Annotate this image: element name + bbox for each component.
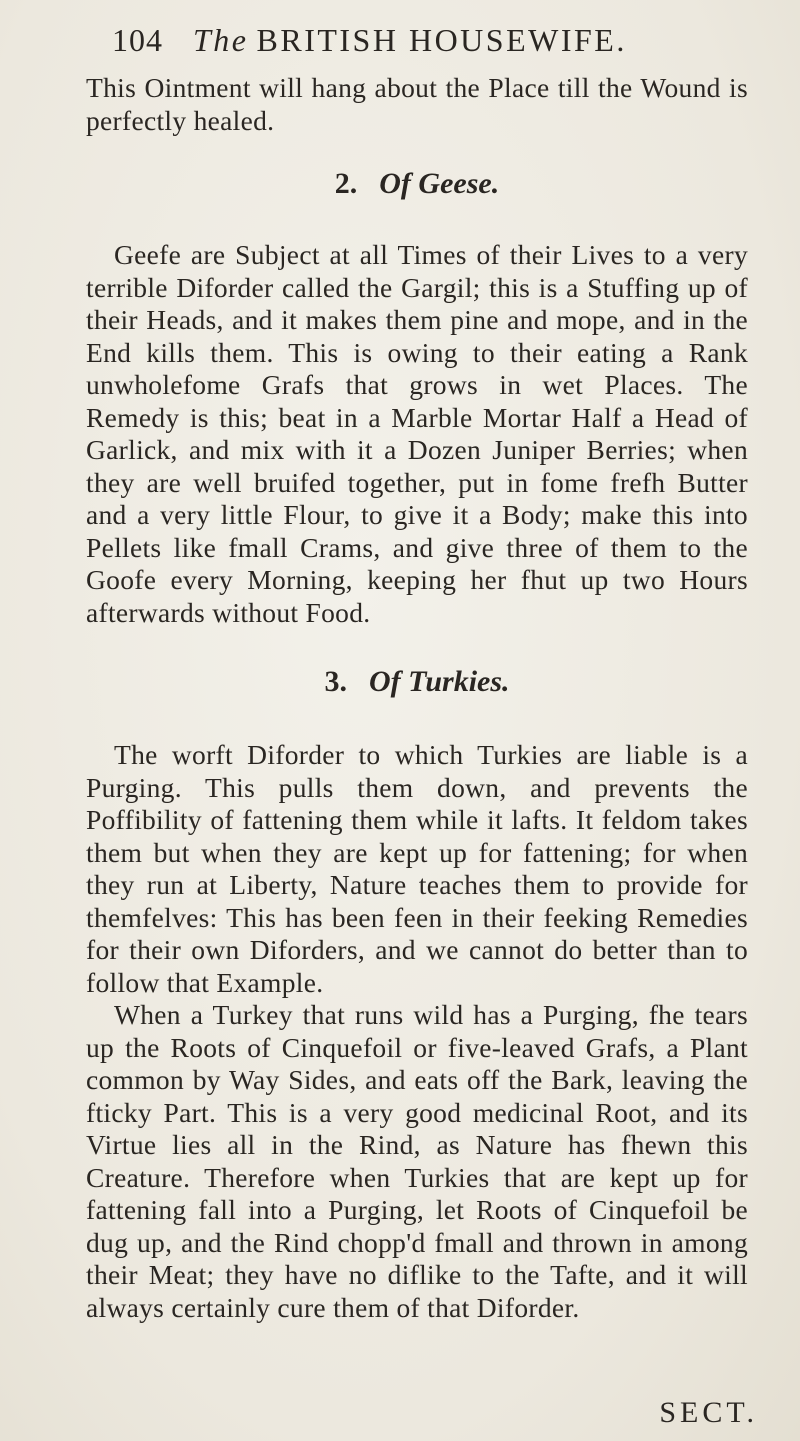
running-head bbox=[112, 22, 762, 66]
section-heading-geese bbox=[72, 167, 762, 201]
section-number: 2. bbox=[334, 167, 358, 200]
book-page bbox=[72, 22, 762, 1324]
section-heading-turkies bbox=[72, 665, 762, 699]
running-head-text: BRITISH HOUSEWIFE. bbox=[256, 22, 627, 58]
section-title: Of Turkies. bbox=[368, 665, 510, 698]
section-title: Of Geese. bbox=[379, 167, 500, 200]
running-head-the: The bbox=[193, 22, 249, 58]
page-number: 104 bbox=[112, 22, 163, 58]
running-head-title bbox=[193, 22, 627, 59]
intro-paragraph: This Ointment will hang about the Place till the Wound is perfectly healed. bbox=[86, 72, 748, 136]
turkies-paragraph-1: The worft Diforder to which Turkies are liable is a Purging. This pulls them down, and prevents the Poffibility of fattening them while it lafts. It feldom takes them but when they are kept up for fattening; for when they run at Liberty, Nature teaches them to provide for themfelves: This has been feen in their feeking Remedies for their own Diforders, and we cannot do better than to follow that Example. bbox=[86, 739, 748, 998]
geese-paragraph: Geefe are Subject at all Times of their Lives to a very terrible Diforder called the Gargil; this is a Stuffing up of their Heads, and it makes them pine and mope, and in the End kills them. This is owing to their eating a Rank unwholefome Grafs that grows in wet Places. The Remedy is this; beat in a Marble Mortar Half a Head of Garlick, and mix with it a Dozen Juniper Berries; when they are well bruifed together, put in fome frefh Butter and a very little Flour, to give it a Body; make this into Pellets like fmall Crams, and give three of them to the Goofe every Morning, keeping her fhut up two Hours afterwards without Food. bbox=[86, 239, 748, 628]
turkies-paragraph-2: When a Turkey that runs wild has a Purging, fhe tears up the Roots of Cinquefoil or five-leaved Grafs, a Plant common by Way Sides, and eats off the Bark, leaving the fticky Part. This is a very good medicinal Root, and its Virtue lies all in the Rind, as Nature has fhewn this Creature. Therefore when Turkies that are kept up for fattening fall into a Purging, let Roots of Cinquefoil be dug up, and the Rind chopp'd fmall and thrown in among their Meat; they have no diflike to the Tafte, and it will always certainly cure them of that Diforder. bbox=[86, 999, 748, 1323]
section-number: 3. bbox=[324, 665, 347, 698]
catchword: SECT. bbox=[659, 1396, 758, 1429]
